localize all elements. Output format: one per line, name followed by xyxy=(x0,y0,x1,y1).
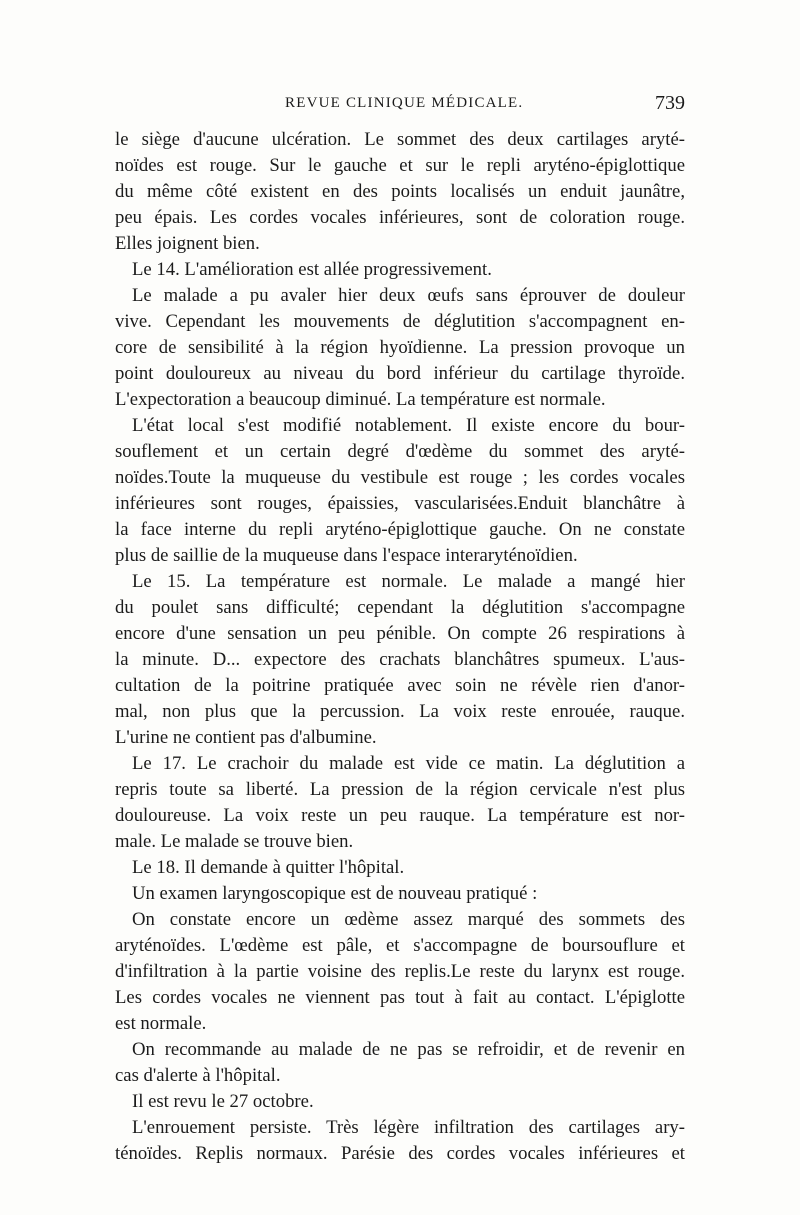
text-line: Elles joignent bien. xyxy=(115,233,260,254)
text-line: vive. Cependant les mouvements de déglutition s'accompagnent en- xyxy=(115,311,685,332)
text-line: L'expectoration a beaucoup diminué. La température est normale. xyxy=(115,389,606,410)
text-line: Un examen laryngoscopique est de nouveau pratiqué : xyxy=(132,883,538,904)
text-line: du poulet sans difficulté; cependant la déglutition s'accompagne xyxy=(115,597,685,618)
text-line: du même côté existent en des points localisés un enduit jaunâtre, xyxy=(115,181,685,202)
text-line: L'état local s'est modifié notablement. Il existe encore du bour- xyxy=(132,415,685,436)
text-line: la minute. D... expectore des crachats blanchâtres spumeux. L'aus- xyxy=(115,649,685,670)
text-line: souflement et un certain degré d'œdème du sommet des aryté- xyxy=(115,441,685,462)
text-line: encore d'une sensation un peu pénible. On compte 26 respirations à xyxy=(115,623,685,644)
text-line: la face interne du repli aryténo-épiglottique gauche. On ne constate xyxy=(115,519,685,540)
text-line: noïdes est rouge. Sur le gauche et sur le repli aryténo-épiglottique xyxy=(115,155,685,176)
text-line: peu épais. Les cordes vocales inférieures, sont de coloration rouge. xyxy=(115,207,685,228)
text-line: douloureuse. La voix reste un peu rauque. La température est nor- xyxy=(115,805,685,826)
text-line: Le malade a pu avaler hier deux œufs sans éprouver de douleur xyxy=(132,285,685,306)
text-line: ténoïdes. Replis normaux. Parésie des cordes vocales inférieures et xyxy=(115,1143,685,1164)
text-line: inférieures sont rouges, épaissies, vascularisées.Enduit blanchâtre à xyxy=(115,493,685,514)
text-line: L'urine ne contient pas d'albumine. xyxy=(115,727,377,748)
text-line: repris toute sa liberté. La pression de la région cervicale n'est plus xyxy=(115,779,685,800)
text-line: plus de saillie de la muqueuse dans l'espace interaryténoïdien. xyxy=(115,545,578,566)
text-line: Le 17. Le crachoir du malade est vide ce matin. La déglutition a xyxy=(132,753,685,774)
text-line: mal, non plus que la percussion. La voix reste enrouée, rauque. xyxy=(115,701,685,722)
body-text xyxy=(115,127,685,1167)
text-line: On constate encore un œdème assez marqué des sommets des xyxy=(132,909,685,930)
text-line: cultation de la poitrine pratiquée avec soin ne révèle rien d'anor- xyxy=(115,675,685,696)
text-line: point douloureux au niveau du bord inférieur du cartilage thyroïde. xyxy=(115,363,685,384)
text-line: Le 14. L'amélioration est allée progressivement. xyxy=(132,259,492,280)
page-header xyxy=(115,92,685,120)
text-line: aryténoïdes. L'œdème est pâle, et s'accompagne de boursouflure et xyxy=(115,935,685,956)
text-line: est normale. xyxy=(115,1013,207,1034)
text-line: Il est revu le 27 octobre. xyxy=(132,1091,314,1112)
text-line: Le 18. Il demande à quitter l'hôpital. xyxy=(132,857,405,878)
text-line: L'enrouement persiste. Très légère infiltration des cartilages ary- xyxy=(132,1117,685,1138)
text-line: core de sensibilité à la région hyoïdienne. La pression provoque un xyxy=(115,337,685,358)
text-line: cas d'alerte à l'hôpital. xyxy=(115,1065,281,1086)
text-line: le siège d'aucune ulcération. Le sommet des deux cartilages aryté- xyxy=(115,129,685,150)
running-title: REVUE CLINIQUE MÉDICALE. xyxy=(285,95,524,111)
page-number: 739 xyxy=(655,92,685,114)
text-line: male. Le malade se trouve bien. xyxy=(115,831,354,852)
text-line: noïdes.Toute la muqueuse du vestibule est rouge ; les cordes vocales xyxy=(115,467,685,488)
text-line: d'infiltration à la partie voisine des replis.Le reste du larynx est rouge. xyxy=(115,961,685,982)
text-line: Le 15. La température est normale. Le malade a mangé hier xyxy=(132,571,685,592)
text-line: On recommande au malade de ne pas se refroidir, et de revenir en xyxy=(132,1039,685,1060)
text-line: Les cordes vocales ne viennent pas tout à fait au contact. L'épiglotte xyxy=(115,987,685,1008)
